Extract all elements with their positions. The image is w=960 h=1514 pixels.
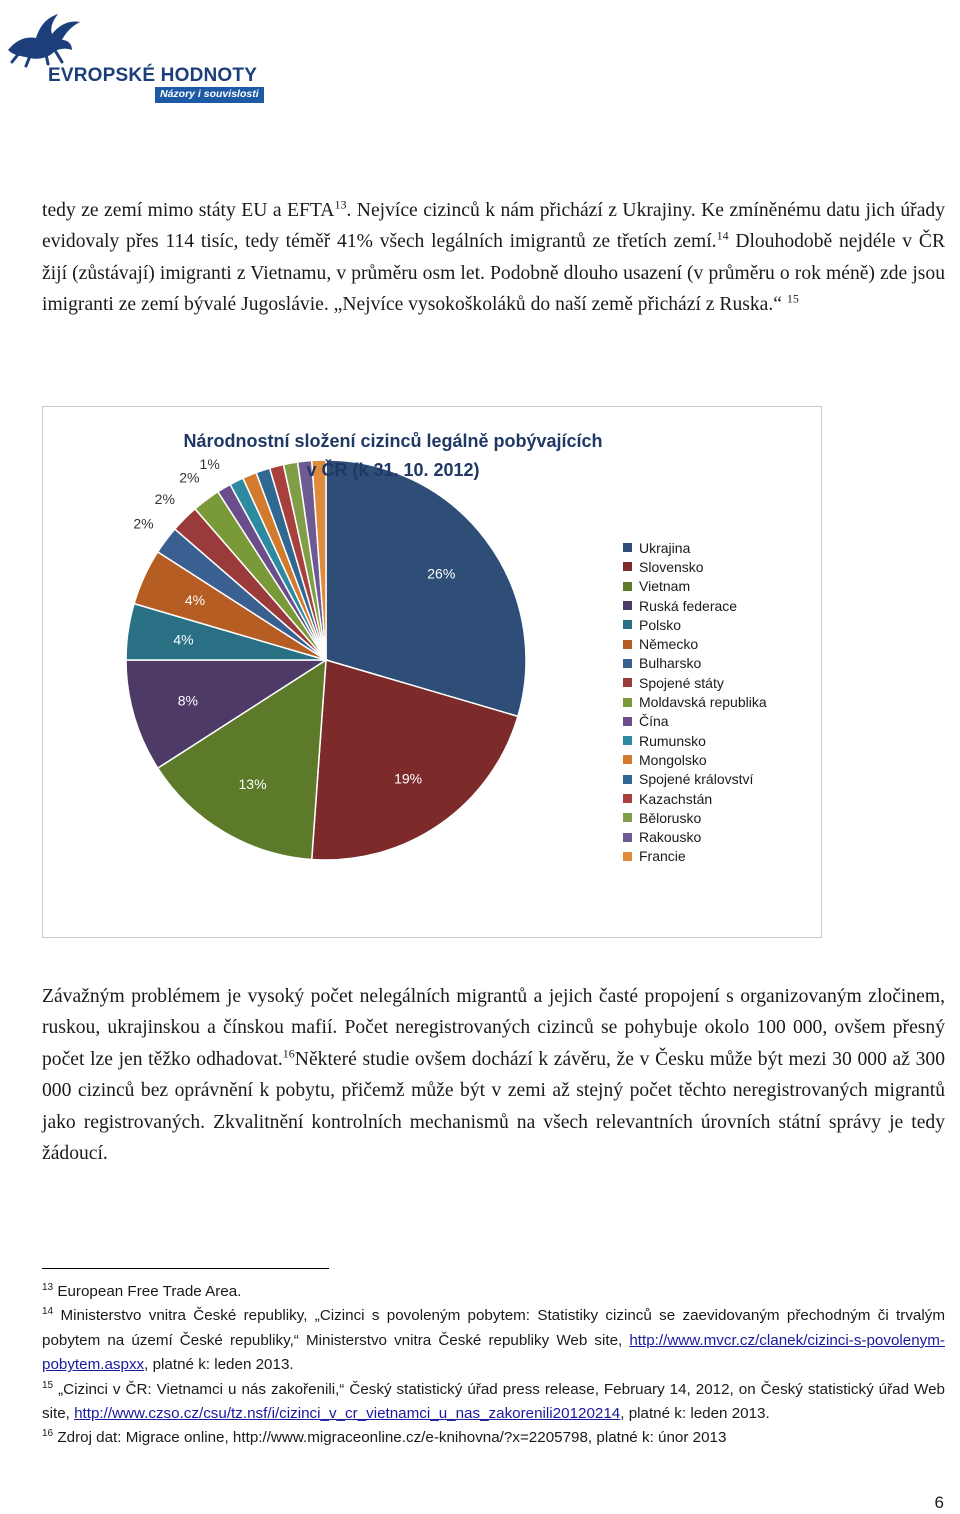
legend-label: Vietnam [639, 578, 691, 595]
pie-slice-label-10: 1% [199, 455, 220, 472]
legend-swatch [623, 833, 632, 842]
legend-label: Spojené království [639, 771, 754, 788]
legend-swatch [623, 775, 632, 784]
legend-item-16 [623, 827, 767, 846]
pie-slice-label-6: 4% [184, 592, 206, 609]
pie-slice-label-2: 19% [394, 770, 423, 787]
legend-label: Bělorusko [639, 809, 702, 826]
legend-item-1 [623, 538, 767, 557]
chart-title: Národnostní složení cizinců legálně pobývajících v ČR (k 31. 10. 2012) [183, 431, 603, 480]
legend-label: Francie [639, 848, 686, 865]
legend-swatch [623, 852, 632, 861]
footnote-ref-13[interactable]: 13 [334, 197, 347, 212]
paragraph-2 [42, 981, 945, 1169]
chart-legend [623, 538, 767, 866]
legend-label: Německo [639, 636, 699, 653]
legend-swatch [623, 755, 632, 764]
paragraph-1-text-a: tedy ze zemí mimo státy EU a EFTA [42, 200, 335, 221]
legend-swatch [623, 582, 632, 591]
legend-label: Ruská federace [639, 597, 738, 614]
legend-swatch [623, 736, 632, 745]
legend-swatch [623, 562, 632, 571]
footnote-text: Zdroj dat: Migrace online, http://www.migraceonline.cz/e-knihovna/?x=2205798, platné k: únor 2013 [53, 1429, 727, 1447]
footnote-ref-16[interactable]: 16 [282, 1046, 295, 1061]
footnote-number: 16 [42, 1428, 54, 1440]
logo [0, 8, 270, 100]
footnote-16 [42, 1426, 945, 1450]
footnote-number: 13 [42, 1281, 54, 1293]
legend-label: Ukrajina [639, 539, 691, 556]
legend-swatch [623, 640, 632, 649]
legend-item-17 [623, 847, 767, 866]
legend-label: Rakousko [639, 829, 702, 846]
footnote-text-after: , platné k: leden 2013. [620, 1405, 770, 1423]
footnotes [42, 1280, 945, 1451]
legend-item-5 [623, 615, 767, 634]
legend-label: Rumunsko [639, 732, 706, 749]
legend-item-7 [623, 654, 767, 673]
footnote-text: European Free Trade Area. [53, 1283, 242, 1300]
legend-item-2 [623, 557, 767, 576]
legend-swatch [623, 659, 632, 668]
footnote-text: „Cizinci v ČR: Vietnamci u nás zakořenili,“ Český statistický úřad press release, February 14, 2012, on Český statistický úřad Web site, [42, 1380, 945, 1423]
legend-label: Kazachstán [639, 790, 713, 807]
footnote-15 [42, 1378, 945, 1427]
pie-slice-label-7: 2% [133, 515, 154, 532]
legend-item-13 [623, 770, 767, 789]
footnote-text: Ministerstvo vnitra České republiky, „Cizinci s povoleným pobytem: Statistiky cizinců se zaevidovaným přechodným či trvalým pobytem na území České republiky,“ Ministerstvo vnitra České republiky Web site, [42, 1307, 945, 1349]
legend-label: Mongolsko [639, 751, 707, 768]
paragraph-1-text-c: Dlouhodobě nejdéle v ČR žijí (zůstávají) imigranti z Vietnamu, v průměru osm let. Podobně dlouho usazení (v průměru o rok méně) zde jsou imigranti ze zemí bývalé Jugoslávie. „Nejvíce vysokoškoláků do naší země přichází z Ruska.“ [42, 231, 946, 316]
legend-item-15 [623, 808, 767, 827]
legend-item-14 [623, 789, 767, 808]
pie-slice-label-1: 26% [427, 565, 456, 582]
legend-label: Spojené státy [639, 674, 724, 691]
page-number: 6 [934, 1493, 944, 1512]
legend-label: Bulharsko [639, 655, 702, 672]
footnote-ref-15[interactable]: 15 [786, 291, 799, 306]
pie-slice-label-4: 8% [177, 692, 198, 709]
pie-slice-label-8: 2% [154, 490, 175, 507]
legend-swatch [623, 601, 632, 610]
legend-swatch [623, 620, 632, 629]
paragraph-1-text-b: . Nejvíce cizinců k nám přichází z Ukrajiny. Ke zmíněnému datu jich úřady evidovaly přes 114 tisíc, tedy téměř 41% všech legálních imigrantů ze třetích zemí. [42, 200, 946, 253]
legend-item-6 [623, 634, 767, 653]
legend-label: Čína [639, 713, 669, 730]
legend-swatch [623, 698, 632, 707]
footnote-14 [42, 1304, 945, 1377]
legend-label: Polsko [639, 616, 682, 633]
pie-slice-label-5: 4% [173, 631, 194, 648]
footnote-number: 15 [42, 1379, 54, 1391]
legend-item-3 [623, 577, 767, 596]
logo-tagline: Názory i souvislosti [155, 87, 264, 103]
footnote-separator [42, 1268, 329, 1269]
legend-item-11 [623, 731, 767, 750]
footnote-13 [42, 1280, 945, 1304]
legend-swatch [623, 717, 632, 726]
legend-swatch [623, 543, 632, 552]
legend-item-10 [623, 712, 767, 731]
pie-chart [42, 406, 822, 938]
footnote-link-czso[interactable]: http://www.czso.cz/csu/tz.nsf/i/cizinci_v_cr_vietnamci_u_nas_zakorenili20120214 [74, 1405, 621, 1423]
legend-swatch [623, 813, 632, 822]
legend-item-8 [623, 673, 767, 692]
footnote-text-after: , platné k: leden 2013. [144, 1356, 294, 1374]
logo-text: EVROPSKÉ HODNOTY [48, 65, 258, 86]
pie-slice-label-3: 13% [238, 775, 267, 792]
legend-label: Slovensko [639, 558, 704, 575]
pie-slice-label-9: 2% [179, 469, 200, 486]
paragraph-2-text-b: Některé studie ovšem dochází k závěru, že v Česku může být mezi 30 000 až 300 000 cizinců bez oprávnění k pobytu, přičemž může být v zemi až stejný počet těchto neregistrovaných migrantů jako registrovaných. Zkvalitnění kontrolních mechanismů na všech relevantních úrovních státní správy je tedy žádoucí. [42, 1048, 945, 1165]
legend-swatch [623, 794, 632, 803]
legend-item-12 [623, 750, 767, 769]
pegasus-logo-icon [0, 8, 140, 68]
legend-label: Moldavská republika [639, 694, 767, 711]
footnote-number: 14 [42, 1306, 54, 1318]
legend-item-9 [623, 692, 767, 711]
paragraph-2-text-a: Závažným problémem je vysoký počet nelegálních migrantů a jejich časté propojení s organizovaným zločinem, ruskou, ukrajinskou a čínskou mafií. Počet neregistrovaných cizinců se pohybuje okolo 100 000, ovšem přesný počet lze jen těžko odhadovat. [42, 986, 945, 1070]
legend-item-4 [623, 596, 767, 615]
footnote-ref-14[interactable]: 14 [716, 228, 729, 243]
paragraph-1 [42, 195, 945, 321]
legend-swatch [623, 678, 632, 687]
footnote-link-mvcr[interactable]: http://www.mvcr.cz/clanek/cizinci-s-povolenym-pobytem.aspxx [42, 1331, 945, 1374]
